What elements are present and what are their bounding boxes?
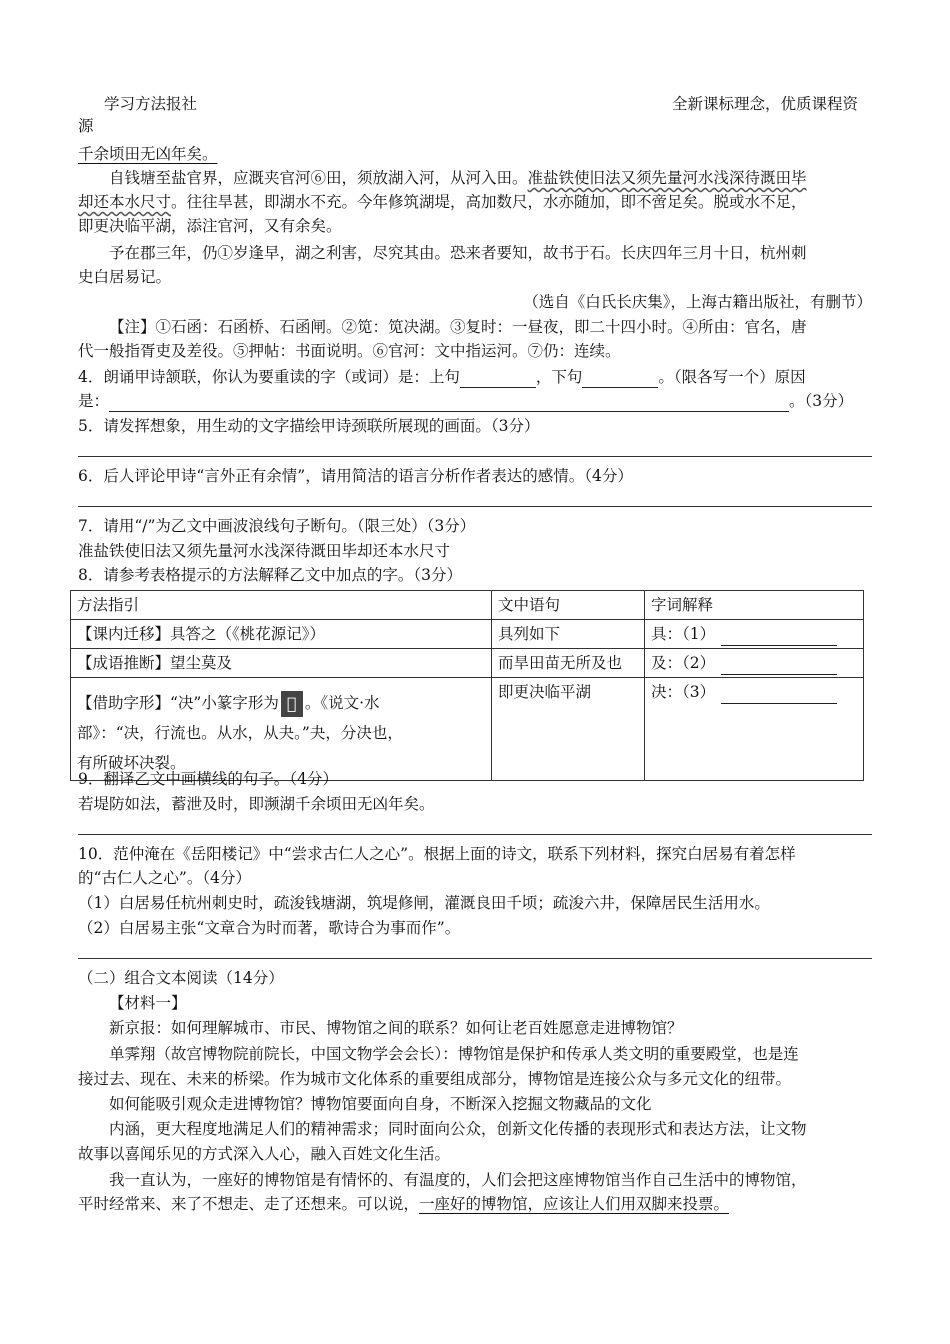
question-9: 9．翻译乙文中画横线的句子。（4分） (78, 770, 338, 788)
passage-line: 予在郡三年，仍①岁逢早，湖之利害，尽究其由。恐来者要知，故书于石。长庆四年三月十日，杭州刺 (109, 244, 807, 262)
passage-note: 代一般指胥吏及差役。⑤押帖：书面说明。⑥官河：文中指运河。⑦仍：连续。 (78, 342, 621, 360)
material-line: 我一直认为，一座好的博物馆是有情怀的、有温度的，人们会把这座博物馆当作自己生活中的博物馆， (109, 1171, 807, 1189)
question-4: 4．朗诵甲诗颔联，你认为要重读的字（或词）是：上句 ，下句 。（限各写一个）原因 (78, 368, 806, 386)
answer-line[interactable] (78, 506, 872, 507)
question-10: 的“古仁人之心”。（4分） (78, 869, 251, 887)
seal-script-glyph: 𣲖 (281, 691, 303, 717)
question-6: 6．后人评论甲诗“言外正有余情”，请用简洁的语言分析作者表达的感情。（4分） (78, 467, 633, 485)
question-10: 10．范仲淹在《岳阳楼记》中“尝求古仁人之心”。根据上面的诗文，联系下列材料，探究白居易有着怎样 (78, 845, 796, 863)
header-slogan: 全新课标理念，优质课程资 (672, 95, 859, 113)
question-4-reason: 是： 。（3分） (78, 392, 854, 410)
material-line: 平时经常来、来了不想走、走了还想来。可以说，一座好的博物馆，应该让人们用双脚来投票。 (78, 1195, 730, 1213)
header-slogan-wrap: 源 (78, 117, 94, 135)
question-10-item: （2）白居易主张“文章合为时而著，歌诗合为事而作”。 (78, 919, 461, 937)
passage-line: 即更决临平湖，添注官河，又有余矣。 (78, 217, 342, 235)
answer-line[interactable] (78, 456, 872, 457)
answer-blank[interactable] (721, 687, 837, 704)
question-8: 8．请参考表格提示的方法解释乙文中加点的字。（3分） (78, 566, 462, 584)
answer-blank[interactable] (582, 371, 658, 388)
explanation-table (70, 590, 864, 781)
question-5: 5．请发挥想象，用生动的文字描绘甲诗颈联所展现的画面。（3分） (78, 417, 540, 435)
answer-line[interactable] (78, 834, 872, 835)
passage-line: 自钱塘至盐官界，应溉夹官河⑥田，须放湖入河，从河入田。准盐铁使旧法又须先量河水浅深待溉田毕 (109, 169, 807, 187)
passage-source: （选自《白氏长庆集》，上海古籍出版社，有删节） (523, 293, 872, 311)
question-10-item: （1）白居易任杭州刺史时，疏浚钱塘湖，筑堤修闸，灌溉良田千顷；疏浚六井，保障居民生活用水。 (78, 894, 770, 912)
header-publisher: 学习方法报社 (104, 95, 198, 113)
table-row: 【课内迁移】具答之（《桃花源记》） 具列如下 具：（1） (71, 620, 864, 649)
question-7-text: 准盐铁使旧法又须先量河水浅深待溉田毕却还本水尺寸 (78, 542, 451, 560)
material-line: 故事以喜闻乐见的方式深入人心，融入百姓文化生活。 (78, 1145, 451, 1163)
question-9-text: 若堤防如法，蓄泄及时，即濒湖千余顷田无凶年矣。 (78, 795, 435, 813)
table-row: 【借助字形】“决”小篆字形为 𣲖 。《说文·水 部》：“决，行流也。从水，从夬。”夬，分决也， 有所破坏决裂。 即更决临平湖 决：（3） (71, 678, 864, 781)
answer-blank[interactable] (721, 629, 837, 646)
section-title: （二）组合文本阅读（14分） (78, 969, 284, 987)
question-7: 7．请用“/”为乙文中画波浪线句子断句。（限三处）（3分） (78, 517, 476, 535)
material-line: 单霁翔（故宫博物院前院长，中国文物学会会长）：博物馆是保护和传承人类文明的重要殿堂，也是连 (109, 1045, 799, 1063)
passage-note: 【注】①石函：石函桥、石函闸。②笕：笕决湖。③复时：一昼夜，即二十四小时。④所由：官名，唐 (109, 318, 807, 336)
passage-line: 千余顷田无凶年矣。 (78, 145, 218, 163)
material-line: 如何能吸引观众走进博物馆？博物馆要面向自身，不断深入挖掘文物藏品的文化 (109, 1095, 652, 1113)
table-header: 文中语句 (492, 591, 645, 620)
answer-blank[interactable] (109, 395, 789, 412)
material-line: 内涵，更大程度地满足人们的精神需求；同时面向公众，创新文化传播的表现形式和表达方法，让文物 (109, 1120, 807, 1138)
table-row: 【成语推断】望尘莫及 而旱田苗无所及也 及：（2） (71, 649, 864, 678)
answer-blank[interactable] (460, 371, 536, 388)
material-label: 【材料一】 (109, 994, 187, 1012)
passage-line: 史白居易记。 (78, 268, 172, 286)
passage-line: 却还本水尺寸。往往旱甚，即湖水不充。今年修筑湖堤，高加数尺，水亦随加，即不啻足矣。脱或水不足， (78, 193, 807, 211)
material-line: 新京报：如何理解城市、市民、博物馆之间的联系？如何让老百姓愿意走进博物馆？ (109, 1019, 683, 1037)
answer-line[interactable] (78, 958, 872, 959)
answer-blank[interactable] (721, 658, 837, 675)
table-header: 方法指引 (71, 591, 492, 620)
material-line: 接过去、现在、未来的桥梁。作为城市文化体系的重要组成部分，博物馆是连接公众与多元文化的纽带。 (78, 1070, 792, 1088)
table-header: 字词解释 (645, 591, 864, 620)
